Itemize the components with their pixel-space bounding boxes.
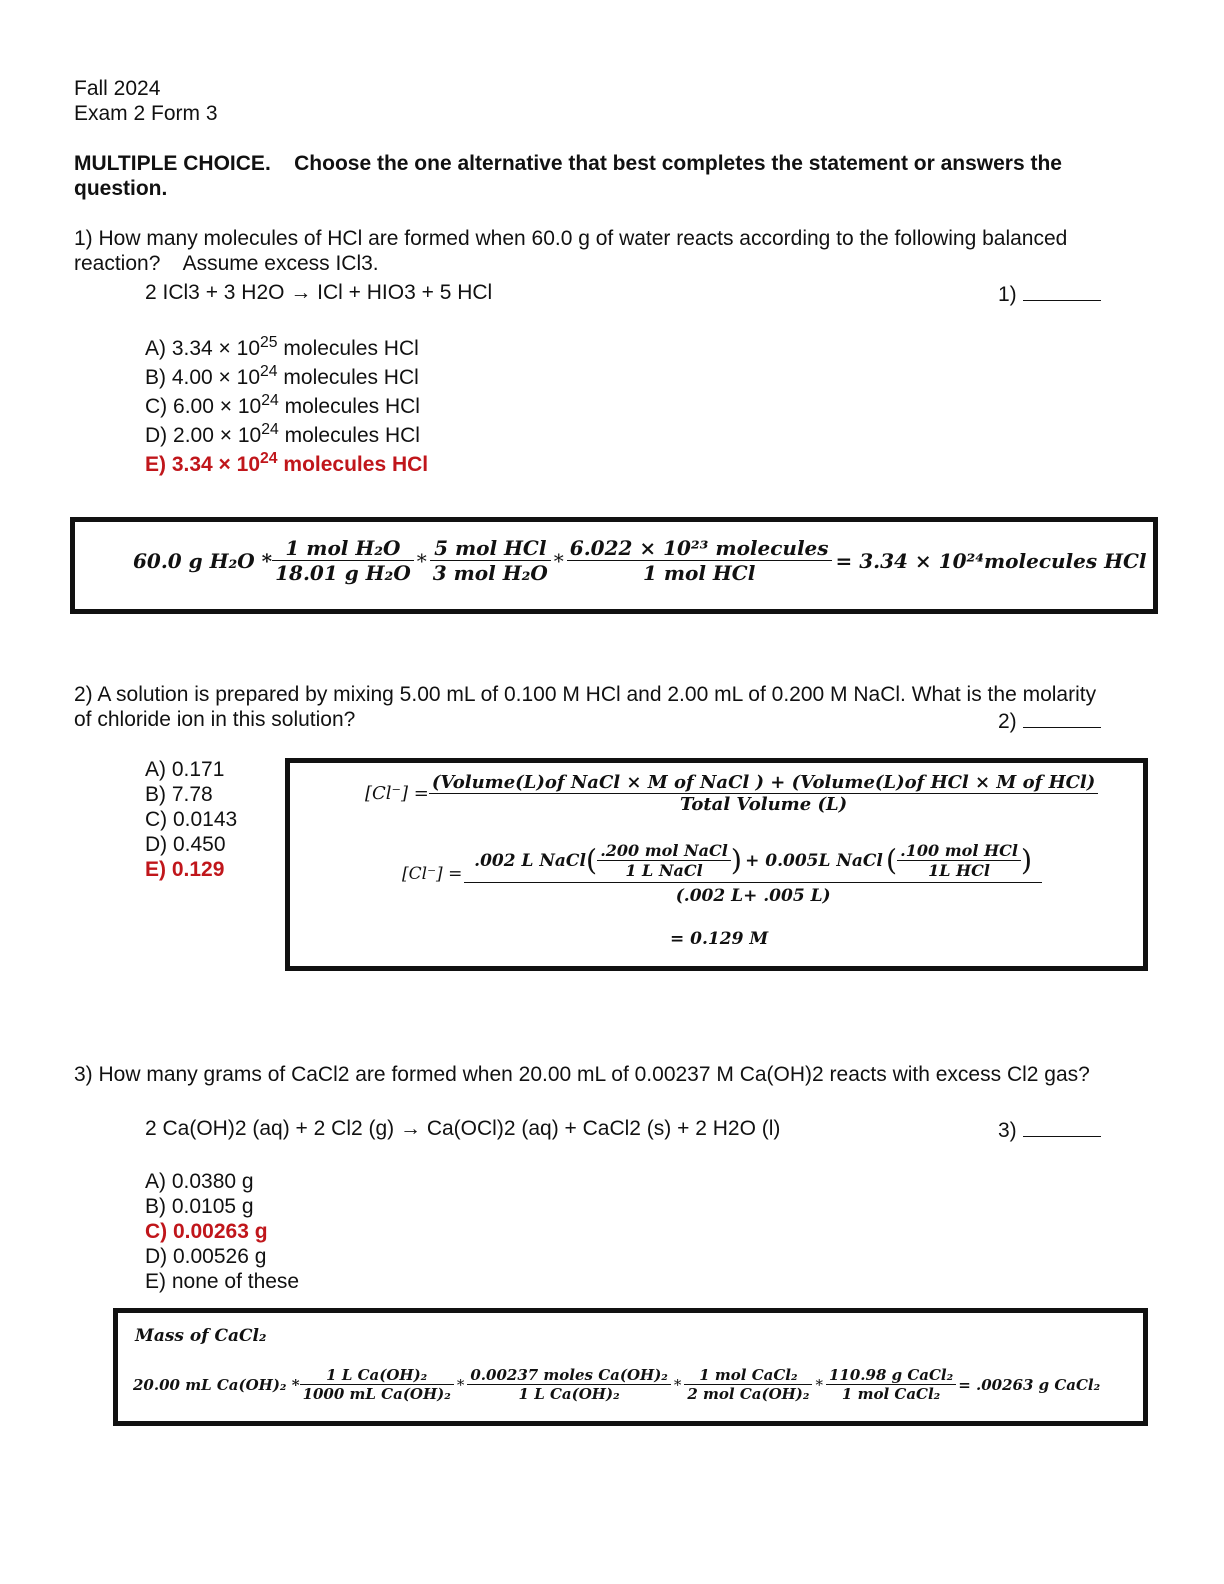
q2-choice-c[interactable]: C) 0.0143 bbox=[145, 808, 238, 831]
q1-solution-start: 60.0 g H₂O * bbox=[133, 548, 273, 573]
q1-answer-label: 1) bbox=[998, 283, 1017, 306]
q1-choices bbox=[145, 334, 428, 479]
term-label: Fall 2024 bbox=[74, 77, 161, 100]
q3-answer-label: 3) bbox=[998, 1119, 1017, 1142]
q3-solution-title: Mass of CaCl₂ bbox=[135, 1326, 267, 1346]
q3-choice-b[interactable]: B) 0.0105 g bbox=[145, 1195, 254, 1218]
q3-choice-d[interactable]: D) 0.00526 g bbox=[145, 1245, 267, 1268]
q1-choice-c[interactable]: C) $6.00 \times 10^{24}$ molecules HCl bbox=[145, 392, 420, 418]
q1-text-line2: reaction? Assume excess ICl3. bbox=[74, 252, 379, 275]
q2-result: = 0.129 M bbox=[670, 929, 769, 949]
q3-factor-3: $\frac{\text{1 mol CaCl₂}}{\text{2 mol Ca(OH)₂}}$ bbox=[684, 1366, 812, 1403]
instructions-line bbox=[74, 151, 1062, 176]
q1-choice-a[interactable]: A) $3.34 \times 10^{25}$ molecules HCl bbox=[145, 334, 419, 360]
q1-choice-e-correct[interactable]: E) $3.34 \times 10^{24}$ molecules HCl bbox=[145, 450, 429, 476]
instructions-lead: MULTIPLE CHOICE. bbox=[74, 152, 271, 175]
q2-big-fraction: .002 L NaCl ( $\frac{\text{.200 mol NaCl}}{\text{1 L NaCl}}$ ) + 0.005L NaCl ( $\frac{\text{.100 mol HCl}}{\text{1L HCl}}$ ) (.002 L+ .005 L) bbox=[464, 841, 1042, 906]
q3-factor-1: $\frac{\text{1 L Ca(OH)₂}}{\text{1000 mL Ca(OH)₂}}$ bbox=[300, 1366, 454, 1403]
q2-denominator: (.002 L+ .005 L) bbox=[675, 886, 831, 906]
q2-choice-b[interactable]: B) 7.78 bbox=[145, 783, 213, 806]
q1-solution-equation: 60.0 g H₂O * $\frac{\text{1 mol H₂O}}{\text{18.01 g H₂O}}$ * $\frac{\text{5 mol HCl}}{\text{3 mol H₂O}}$ * $\frac{\text{6.022 × 10²³ molecules}}{\text{1 mol HCl}}$ = 3.34 × 10²⁴molecules HCl bbox=[133, 536, 1147, 585]
q3-choice-e[interactable]: E) none of these bbox=[145, 1270, 300, 1293]
q3-text-line1: 3) How many grams of CaCl2 are formed when 20.00 mL of 0.00237 M Ca(OH)2 reacts with excess Cl2 gas? bbox=[74, 1063, 1090, 1086]
instructions-text-2: question. bbox=[74, 177, 168, 200]
q2-text-line2: of chloride ion in this solution? bbox=[74, 708, 356, 731]
q2-choice-a[interactable]: A) 0.171 bbox=[145, 758, 225, 781]
q2-solution-box bbox=[285, 758, 1148, 971]
q1-text-line1: 1) How many molecules of HCl are formed when 60.0 g of water reacts according to the following balanced bbox=[74, 227, 1068, 250]
q2-answer-label: 2) bbox=[998, 710, 1017, 733]
answer-line bbox=[1023, 280, 1101, 301]
q1-solution-box bbox=[70, 517, 1158, 614]
q2-lhs: [Cl⁻] = bbox=[365, 783, 429, 804]
exam-form-label: Exam 2 Form 3 bbox=[74, 102, 218, 125]
q3-equation: 2 Ca(OH)2 (aq) + 2 Cl2 (g) → Ca(OCl)2 (aq) + CaCl2 (s) + 2 H2O (l) bbox=[145, 1117, 781, 1140]
q2-lhs-2: [Cl⁻] = bbox=[402, 863, 463, 884]
q1-answer-blank[interactable] bbox=[998, 280, 1101, 307]
answer-line bbox=[1023, 1116, 1101, 1137]
q1-solution-result: = 3.34 × 10²⁴molecules HCl bbox=[835, 548, 1147, 573]
q3-choice-c-correct[interactable]: C) 0.00263 g bbox=[145, 1220, 268, 1243]
q1-factor-1: $\frac{\text{1 mol H₂O}}{\text{18.01 g H₂O}}$ bbox=[272, 536, 414, 585]
q3-choices bbox=[145, 1169, 299, 1294]
q2-answer-blank[interactable] bbox=[998, 707, 1101, 734]
answer-line bbox=[1023, 707, 1101, 728]
q3-solution-start: 20.00 mL Ca(OH)₂ * bbox=[133, 1375, 300, 1394]
q3-answer-blank[interactable] bbox=[998, 1116, 1101, 1143]
q2-text-line1: 2) A solution is prepared by mixing 5.00 mL of 0.100 M HCl and 2.00 mL of 0.200 M NaCl. What is the molarity bbox=[74, 683, 1097, 706]
q1-factor-2: $\frac{\text{5 mol HCl}}{\text{3 mol H₂O}}$ bbox=[430, 536, 551, 585]
q2-formula bbox=[365, 772, 1098, 815]
q1-equation: 2 ICl3 + 3 H2O → ICl + HIO3 + 5 HCl bbox=[145, 281, 493, 304]
q3-solution-result: = .00263 g CaCl₂ bbox=[958, 1375, 1101, 1394]
q2-choice-e-correct[interactable]: E) 0.129 bbox=[145, 858, 225, 881]
instructions-text: Choose the one alternative that best completes the statement or answers the bbox=[294, 152, 1062, 175]
q2-formula-fraction: (Volume(L)of NaCl × M of NaCl ) + (Volume(L)of HCl × M of HCl) Total Volume (L) bbox=[429, 772, 1098, 815]
q3-choice-a[interactable]: A) 0.0380 g bbox=[145, 1170, 254, 1193]
q3-solution-box bbox=[113, 1308, 1148, 1426]
q2-choice-d[interactable]: D) 0.450 bbox=[145, 833, 226, 856]
q3-solution-equation: 20.00 mL Ca(OH)₂ * $\frac{\text{1 L Ca(OH)₂}}{\text{1000 mL Ca(OH)₂}}$ * $\frac{\text{0.00237 moles Ca(OH)₂}}{\text{1 L Ca(OH)₂}}$ * $\frac{\text{1 mol CaCl₂}}{\text{2 mol Ca(OH)₂}}$ * $\frac{\text{110.98 g CaCl₂}}{\text{1 mol CaCl₂}}$ = .00263 g CaCl₂ bbox=[133, 1366, 1101, 1403]
q1-choice-d[interactable]: D) $2.00 \times 10^{24}$ molecules HCl bbox=[145, 421, 420, 447]
q1-choice-b[interactable]: B) $4.00 \times 10^{24}$ molecules HCl bbox=[145, 363, 419, 389]
q1-factor-3: $\frac{\text{6.022 × 10²³ molecules}}{\text{1 mol HCl}}$ bbox=[567, 536, 832, 585]
q3-factor-2: $\frac{\text{0.00237 moles Ca(OH)₂}}{\text{1 L Ca(OH)₂}}$ bbox=[467, 1366, 671, 1403]
q2-choices bbox=[145, 757, 237, 882]
q3-factor-4: $\frac{\text{110.98 g CaCl₂}}{\text{1 mol CaCl₂}}$ bbox=[826, 1366, 956, 1403]
q2-substitution bbox=[402, 841, 1042, 906]
